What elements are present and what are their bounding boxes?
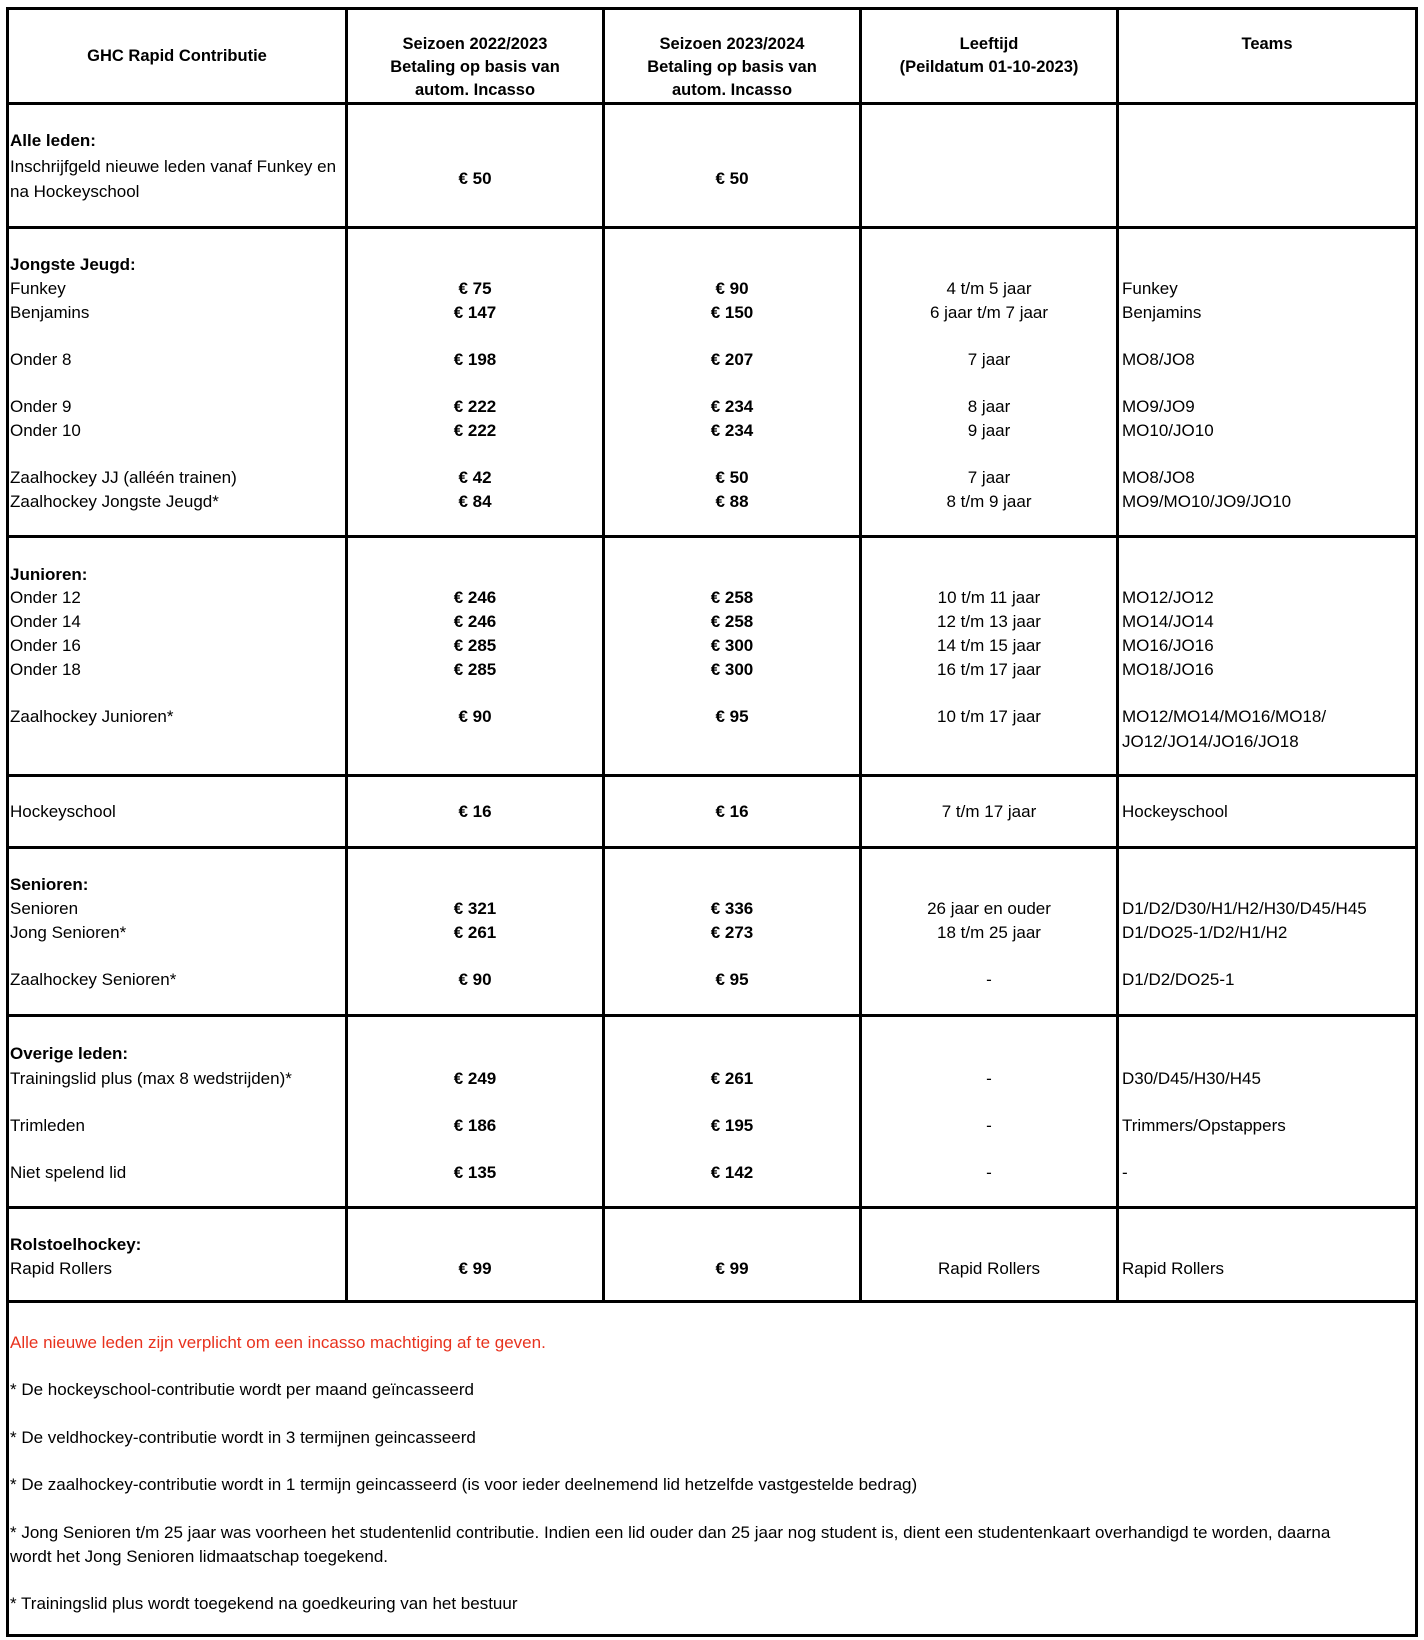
teams-cont: JO12/JO14/JO16/JO18 [1122, 732, 1299, 751]
row-divider [6, 774, 1418, 777]
age: - [986, 970, 992, 989]
price-2023: € 90 [715, 279, 749, 298]
teams: MO9/MO10/JO9/JO10 [1122, 492, 1292, 511]
price-2022: € 222 [453, 397, 497, 416]
age: 7 t/m 17 jaar [941, 802, 1037, 821]
header-title: GHC Rapid Contributie [87, 47, 267, 65]
table-border-bottom [6, 1634, 1418, 1637]
header-season-2023-line3: autom. Incasso [671, 81, 793, 99]
note-jong-senioren: * Jong Senioren t/m 25 jaar was voorheen het studentenlid contributie. Indien een lid ouder dan 25 jaar nog student is, dient een studentenkaart overhandigd te worden, daarna [10, 1523, 1331, 1542]
age: - [986, 1116, 992, 1135]
teams: MO16/JO16 [1122, 636, 1214, 655]
age: 16 t/m 17 jaar [937, 660, 1041, 679]
age: - [986, 1163, 992, 1182]
price-2022: € 285 [453, 660, 497, 679]
row-label: Trainingslid plus (max 8 wedstrijden)* [10, 1069, 292, 1088]
row-divider [6, 846, 1418, 849]
note-hockeyschool: * De hockeyschool-contributie wordt per maand geïncasseerd [10, 1380, 474, 1399]
age: 4 t/m 5 jaar [946, 279, 1032, 298]
price-2023: € 99 [715, 1259, 749, 1278]
teams: MO10/JO10 [1122, 421, 1214, 440]
age: 10 t/m 17 jaar [937, 707, 1041, 726]
price-2022: € 16 [458, 802, 492, 821]
header-season-2022-line1: Seizoen 2022/2023 [402, 35, 548, 53]
row-divider [6, 1300, 1418, 1303]
header-teams: Teams [1241, 35, 1293, 53]
row-divider [6, 535, 1418, 538]
age: 26 jaar en ouder [927, 899, 1051, 918]
age: 8 jaar [967, 397, 1011, 416]
price-2023: € 234 [710, 397, 754, 416]
teams: D1/DO25-1/D2/H1/H2 [1122, 923, 1288, 942]
teams: Trimmers/Opstappers [1122, 1116, 1286, 1135]
section-heading-alle-leden: Alle leden: [10, 131, 96, 150]
header-age-line1: Leeftijd [959, 35, 1019, 53]
column-divider [1116, 7, 1119, 1302]
teams: MO12/MO14/MO16/MO18/ [1122, 707, 1327, 726]
note-veldhockey: * De veldhockey-contributie wordt in 3 termijnen geincasseerd [10, 1428, 476, 1447]
price-2022: € 249 [453, 1069, 497, 1088]
teams: MO18/JO16 [1122, 660, 1214, 679]
price-2023: € 195 [710, 1116, 754, 1135]
price-2022: € 90 [458, 970, 492, 989]
section-heading-jongste-jeugd: Jongste Jeugd: [10, 255, 136, 274]
price-2022: € 42 [458, 468, 492, 487]
teams: D30/D45/H30/H45 [1122, 1069, 1261, 1088]
teams: MO9/JO9 [1122, 397, 1195, 416]
age: 9 jaar [967, 421, 1011, 440]
price-2022: € 261 [453, 923, 497, 942]
age: 14 t/m 15 jaar [937, 636, 1041, 655]
row-label: Inschrijfgeld nieuwe leden vanaf Funkey en [10, 157, 337, 176]
age: 7 jaar [967, 468, 1011, 487]
row-divider [6, 226, 1418, 229]
age: 12 t/m 13 jaar [937, 612, 1041, 631]
row-label: Onder 16 [10, 636, 81, 655]
price-2023: € 258 [710, 588, 754, 607]
header-age-line2: (Peildatum 01-10-2023) [899, 58, 1079, 76]
price-2023: € 234 [710, 421, 754, 440]
price-2023: € 336 [710, 899, 754, 918]
row-divider [6, 102, 1418, 105]
price-2023: € 95 [715, 707, 749, 726]
price-2023: € 50 [715, 169, 749, 188]
row-label: Onder 10 [10, 421, 81, 440]
row-label: Zaalhockey Jongste Jeugd* [10, 492, 219, 511]
row-label: Trimleden [10, 1116, 85, 1135]
row-label-cont: na Hockeyschool [10, 182, 140, 201]
price-2023: € 50 [715, 468, 749, 487]
price-2022: € 90 [458, 707, 492, 726]
header-season-2022-line3: autom. Incasso [414, 81, 536, 99]
price-2022: € 285 [453, 636, 497, 655]
row-label: Rapid Rollers [10, 1259, 113, 1278]
table-border-left [6, 7, 9, 1637]
price-2023: € 273 [710, 923, 754, 942]
teams: MO8/JO8 [1122, 350, 1195, 369]
row-label: Onder 9 [10, 397, 72, 416]
row-label: Zaalhockey Junioren* [10, 707, 174, 726]
section-heading-overige-leden: Overige leden: [10, 1044, 129, 1063]
row-label: Zaalhockey Senioren* [10, 970, 177, 989]
price-2023: € 16 [715, 802, 749, 821]
section-heading-senioren: Senioren: [10, 875, 89, 894]
header-season-2022-line2: Betaling op basis van [390, 58, 560, 76]
price-2023: € 258 [710, 612, 754, 631]
teams: Hockeyschool [1122, 802, 1228, 821]
price-2023: € 300 [710, 636, 754, 655]
row-label: Benjamins [10, 303, 90, 322]
section-heading-junioren: Junioren: [10, 565, 88, 584]
teams: Rapid Rollers [1122, 1259, 1225, 1278]
price-2022: € 321 [453, 899, 497, 918]
table-border-right [1415, 7, 1418, 1637]
price-2023: € 142 [710, 1163, 754, 1182]
row-divider [6, 1014, 1418, 1017]
teams: Benjamins [1122, 303, 1202, 322]
price-2023: € 88 [715, 492, 749, 511]
price-2023: € 150 [710, 303, 754, 322]
price-2023: € 300 [710, 660, 754, 679]
age: Rapid Rollers [937, 1259, 1041, 1278]
header-season-2023-line1: Seizoen 2023/2024 [659, 35, 805, 53]
age: 10 t/m 11 jaar [937, 588, 1041, 607]
row-divider [6, 1206, 1418, 1209]
row-label: Funkey [10, 279, 66, 298]
price-2022: € 135 [453, 1163, 497, 1182]
teams: - [1122, 1163, 1128, 1182]
teams: MO8/JO8 [1122, 468, 1195, 487]
note-trainingslid: * Trainingslid plus wordt toegekend na goedkeuring van het bestuur [10, 1594, 518, 1613]
price-2023: € 207 [710, 350, 754, 369]
row-label: Onder 8 [10, 350, 72, 369]
age: - [986, 1069, 992, 1088]
teams: Funkey [1122, 279, 1178, 298]
note-zaalhockey: * De zaalhockey-contributie wordt in 1 termijn geincasseerd (is voor ieder deelnemend lid hetzelfde vastgestelde bedrag) [10, 1475, 918, 1494]
row-label: Onder 12 [10, 588, 81, 607]
row-label: Senioren [10, 899, 79, 918]
price-2022: € 75 [458, 279, 492, 298]
table-border-top [6, 7, 1418, 10]
section-heading-rolstoelhockey: Rolstoelhockey: [10, 1235, 142, 1254]
note-incasso-required: Alle nieuwe leden zijn verplicht om een incasso machtiging af te geven. [10, 1333, 546, 1352]
row-label: Onder 14 [10, 612, 81, 631]
teams: MO14/JO14 [1122, 612, 1214, 631]
header-season-2023-line2: Betaling op basis van [647, 58, 817, 76]
teams: MO12/JO12 [1122, 588, 1214, 607]
price-2023: € 95 [715, 970, 749, 989]
price-2022: € 246 [453, 612, 497, 631]
teams: D1/D2/DO25-1 [1122, 970, 1235, 989]
price-2023: € 261 [710, 1069, 754, 1088]
row-label: Zaalhockey JJ (alléén trainen) [10, 468, 237, 487]
price-2022: € 246 [453, 588, 497, 607]
price-2022: € 222 [453, 421, 497, 440]
row-label: Jong Senioren* [10, 923, 127, 942]
age: 8 t/m 9 jaar [946, 492, 1032, 511]
price-2022: € 186 [453, 1116, 497, 1135]
age: 18 t/m 25 jaar [937, 923, 1041, 942]
age: 6 jaar t/m 7 jaar [929, 303, 1049, 322]
price-2022: € 99 [458, 1259, 492, 1278]
row-label: Niet spelend lid [10, 1163, 127, 1182]
row-label: Onder 18 [10, 660, 81, 679]
teams: D1/D2/D30/H1/H2/H30/D45/H45 [1122, 899, 1367, 918]
price-2022: € 50 [458, 169, 492, 188]
price-2022: € 84 [458, 492, 492, 511]
row-label: Hockeyschool [10, 802, 116, 821]
price-2022: € 198 [453, 350, 497, 369]
price-2022: € 147 [453, 303, 497, 322]
note-jong-senioren-cont: wordt het Jong Senioren lidmaatschap toegekend. [10, 1547, 389, 1566]
age: 7 jaar [967, 350, 1011, 369]
